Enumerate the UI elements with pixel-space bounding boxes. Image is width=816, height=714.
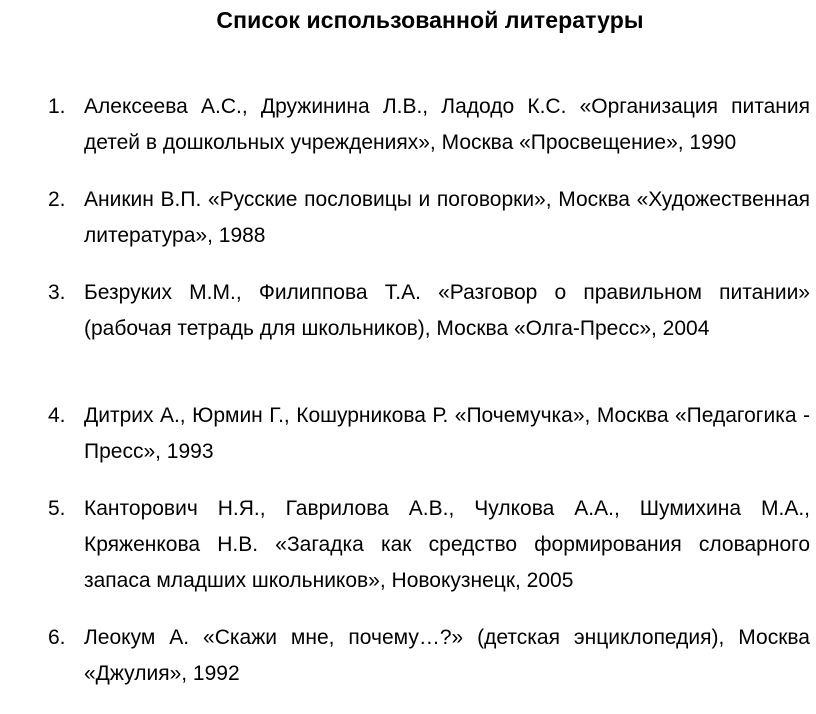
reference-number: 6. [48,626,66,649]
reference-text: Дитрих А., Юрмин Г., Кошурникова Р. «Почемучка», Москва «Педагогика - Пресс», 1993 [84,404,810,463]
reference-number: 2. [48,188,66,211]
reference-text: Алексеева А.С., Дружинина Л.В., Ладодо К.С. «Организация питания детей в дошкольных учреждениях», Москва «Просвещение», 1990 [84,95,810,154]
page-title: Список использованной литературы [216,7,644,33]
reference-text: Канторович Н.Я., Гаврилова А.В., Чулкова А.А., Шумихина М.А., Кряженкова Н.В. «Загадка как средство формирования словарного запаса младших школьников», Новокузнецк, 2005 [84,497,810,592]
reference-number: 1. [48,95,66,118]
reference-number: 5. [48,497,66,520]
reference-number: 3. [48,281,66,304]
reference-number: 4. [48,404,66,427]
reference-text: Безруких М.М., Филиппова Т.А. «Разговор о правильном питании» (рабочая тетрадь для школьников), Москва «Олга-Пресс», 2004 [84,281,810,340]
reference-text: Аникин В.П. «Русские пословицы и поговорки», Москва «Художественная литература», 1988 [84,188,810,247]
reference-text: Леокум А. «Скажи мне, почему…?» (детская энциклопедия), Москва «Джулия», 1992 [84,626,810,685]
